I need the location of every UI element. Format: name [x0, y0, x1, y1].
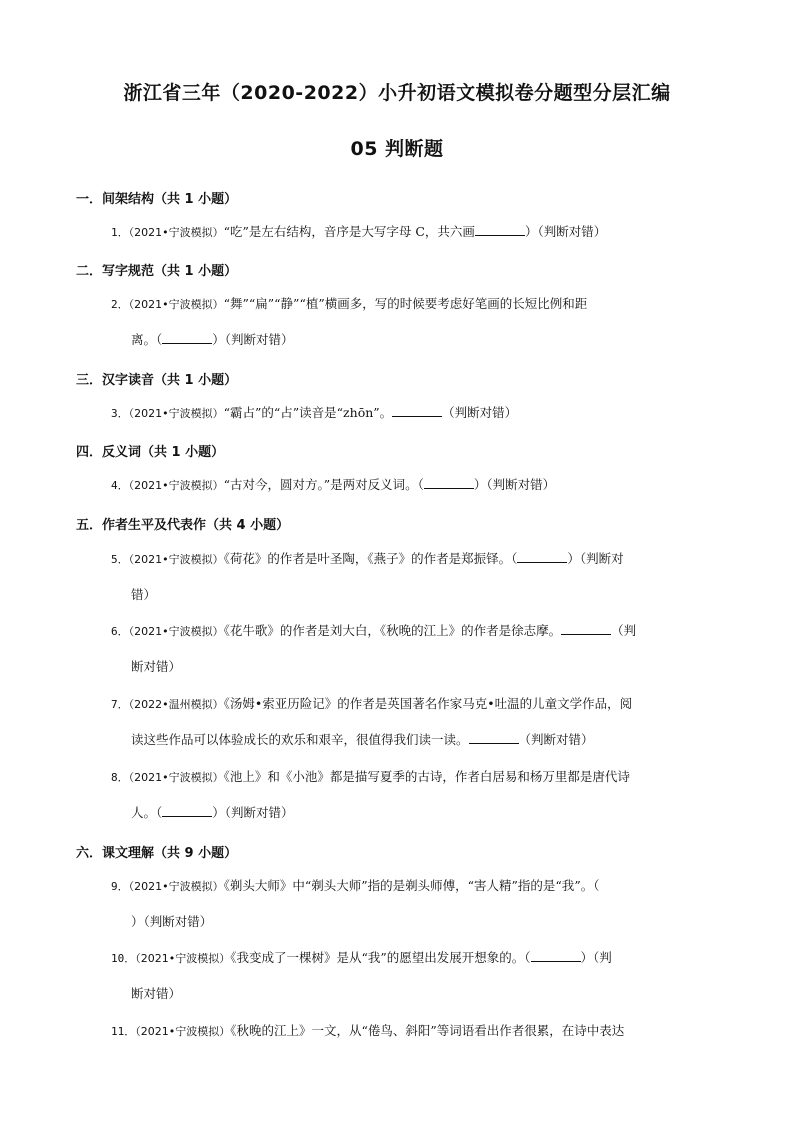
- question-number: 10．: [111, 952, 136, 965]
- question-source: （2021•宁波模拟）: [128, 226, 224, 239]
- question-text: ）（判断对错）: [131, 914, 213, 929]
- question-source: （2021•宁波模拟）: [128, 553, 224, 566]
- question-text: （判断对错）: [518, 732, 594, 747]
- question-text: ）（判断对错）: [473, 477, 556, 492]
- question-text: 人。（: [131, 805, 163, 820]
- question-text: “霸占”的“占”读音是“zhōn”。: [223, 405, 393, 420]
- question-item: [111, 686, 721, 723]
- question-number: 7．: [111, 698, 129, 711]
- answer-blank[interactable]: [424, 476, 474, 489]
- question-continuation: [131, 795, 294, 831]
- question-source: （2021•宁波模拟）: [128, 771, 224, 784]
- answer-blank[interactable]: [162, 804, 212, 817]
- question-source: （2021•宁波模拟）: [128, 479, 224, 492]
- question-text: ）（判: [580, 950, 612, 965]
- question-item: [111, 541, 721, 578]
- question-source: （2021•宁波模拟）: [135, 952, 231, 965]
- question-text: ）（判断对错）: [212, 332, 294, 347]
- question-text: （判: [611, 623, 637, 638]
- answer-blank[interactable]: [469, 731, 519, 744]
- answer-blank[interactable]: [475, 223, 525, 236]
- question-text: “舞”“扁”“静”“植”横画多，写的时候要考虑好笔画的长短比例和距: [223, 296, 588, 311]
- question-continuation: [131, 976, 181, 1012]
- question-text: （判断对错）: [442, 405, 518, 420]
- question-text: “吃”是左右结构，音序是大写字母 C，共六画: [223, 224, 475, 239]
- question-text: 断对错）: [131, 659, 182, 674]
- question-text: 错）: [131, 587, 157, 602]
- question-text: ）（判断对错）: [524, 224, 607, 239]
- question-source: （2021•宁波模拟）: [135, 1025, 231, 1038]
- document-title: 浙江省三年（2020-2022）小升初语文模拟卷分题型分层汇编: [123, 82, 671, 104]
- question-text: ）（判断对错）: [212, 805, 294, 820]
- answer-blank[interactable]: [531, 949, 581, 962]
- question-text: 《池上》和《小池》都是描写夏季的古诗，作者白居易和杨万里都是唐代诗: [223, 769, 630, 784]
- question-number: 5．: [111, 553, 129, 566]
- question-item: [111, 1013, 721, 1050]
- question-text: ）（判断对: [567, 551, 624, 566]
- section-heading: 五．作者生平及代表作（共 4 小题）: [76, 518, 290, 533]
- question-continuation: [131, 322, 294, 358]
- document-subtitle: 05 判断题: [350, 138, 444, 160]
- question-number: 1．: [111, 226, 129, 239]
- question-text: 断对错）: [131, 986, 182, 1001]
- question-continuation: [131, 904, 212, 940]
- question-item: [111, 940, 721, 977]
- question-text: 《花牛歌》的作者是刘大白，《秋晚的江上》的作者是徐志摩。: [223, 623, 562, 638]
- question-item: [111, 214, 721, 251]
- question-source: （2021•宁波模拟）: [128, 625, 224, 638]
- question-number: 2．: [111, 298, 129, 311]
- question-text: 《汤姆•索亚历险记》的作者是英国著名作家马克•吐温的儿童文学作品，阅: [223, 696, 633, 711]
- question-text: 《我变成了一棵树》是从“我”的愿望出发展开想象的。（: [230, 950, 531, 965]
- question-source: （2021•宁波模拟）: [128, 407, 224, 420]
- question-continuation: [131, 649, 181, 685]
- question-item: [111, 286, 721, 323]
- question-source: （2021•宁波模拟）: [128, 880, 224, 893]
- answer-blank[interactable]: [517, 550, 567, 563]
- question-text: 读这些作品可以体验成长的欢乐和艰辛，很值得我们读一读。: [131, 732, 469, 747]
- question-item: [111, 759, 721, 796]
- section-heading: 三．汉字读音（共 1 小题）: [76, 373, 238, 388]
- question-text: 《荷花》的作者是叶圣陶，《燕子》的作者是郑振铎。（: [223, 551, 518, 566]
- question-number: 6．: [111, 625, 129, 638]
- question-number: 4．: [111, 479, 129, 492]
- question-source: （2021•宁波模拟）: [128, 298, 224, 311]
- question-text: “古对今，圆对方。”是两对反义词。（: [223, 477, 424, 492]
- question-number: 8．: [111, 771, 129, 784]
- question-text: 《秋晚的江上》一文，从“倦鸟、斜阳”等词语看出作者很累，在诗中表达: [230, 1023, 625, 1038]
- answer-blank[interactable]: [561, 622, 611, 635]
- question-text: 离。（: [131, 332, 163, 347]
- question-number: 11．: [111, 1025, 136, 1038]
- question-item: [111, 868, 721, 905]
- question-continuation: [131, 577, 156, 613]
- question-continuation: [131, 722, 594, 758]
- question-text: 《剃头大师》中“剃头大师”指的是剃头师傅，“害人精”指的是“我”。（: [223, 878, 600, 893]
- section-heading: 二．写字规范（共 1 小题）: [76, 264, 238, 279]
- question-item: [111, 613, 721, 650]
- question-item: [111, 467, 721, 504]
- question-item: [111, 395, 721, 432]
- section-heading: 一．间架结构（共 1 小题）: [76, 192, 238, 207]
- answer-blank[interactable]: [392, 404, 442, 417]
- question-source: （2022•温州模拟）: [128, 698, 224, 711]
- question-number: 9．: [111, 880, 129, 893]
- section-heading: 六．课文理解（共 9 小题）: [76, 846, 238, 861]
- question-number: 3．: [111, 407, 129, 420]
- answer-blank[interactable]: [162, 331, 212, 344]
- section-heading: 四．反义词（共 1 小题）: [76, 445, 225, 460]
